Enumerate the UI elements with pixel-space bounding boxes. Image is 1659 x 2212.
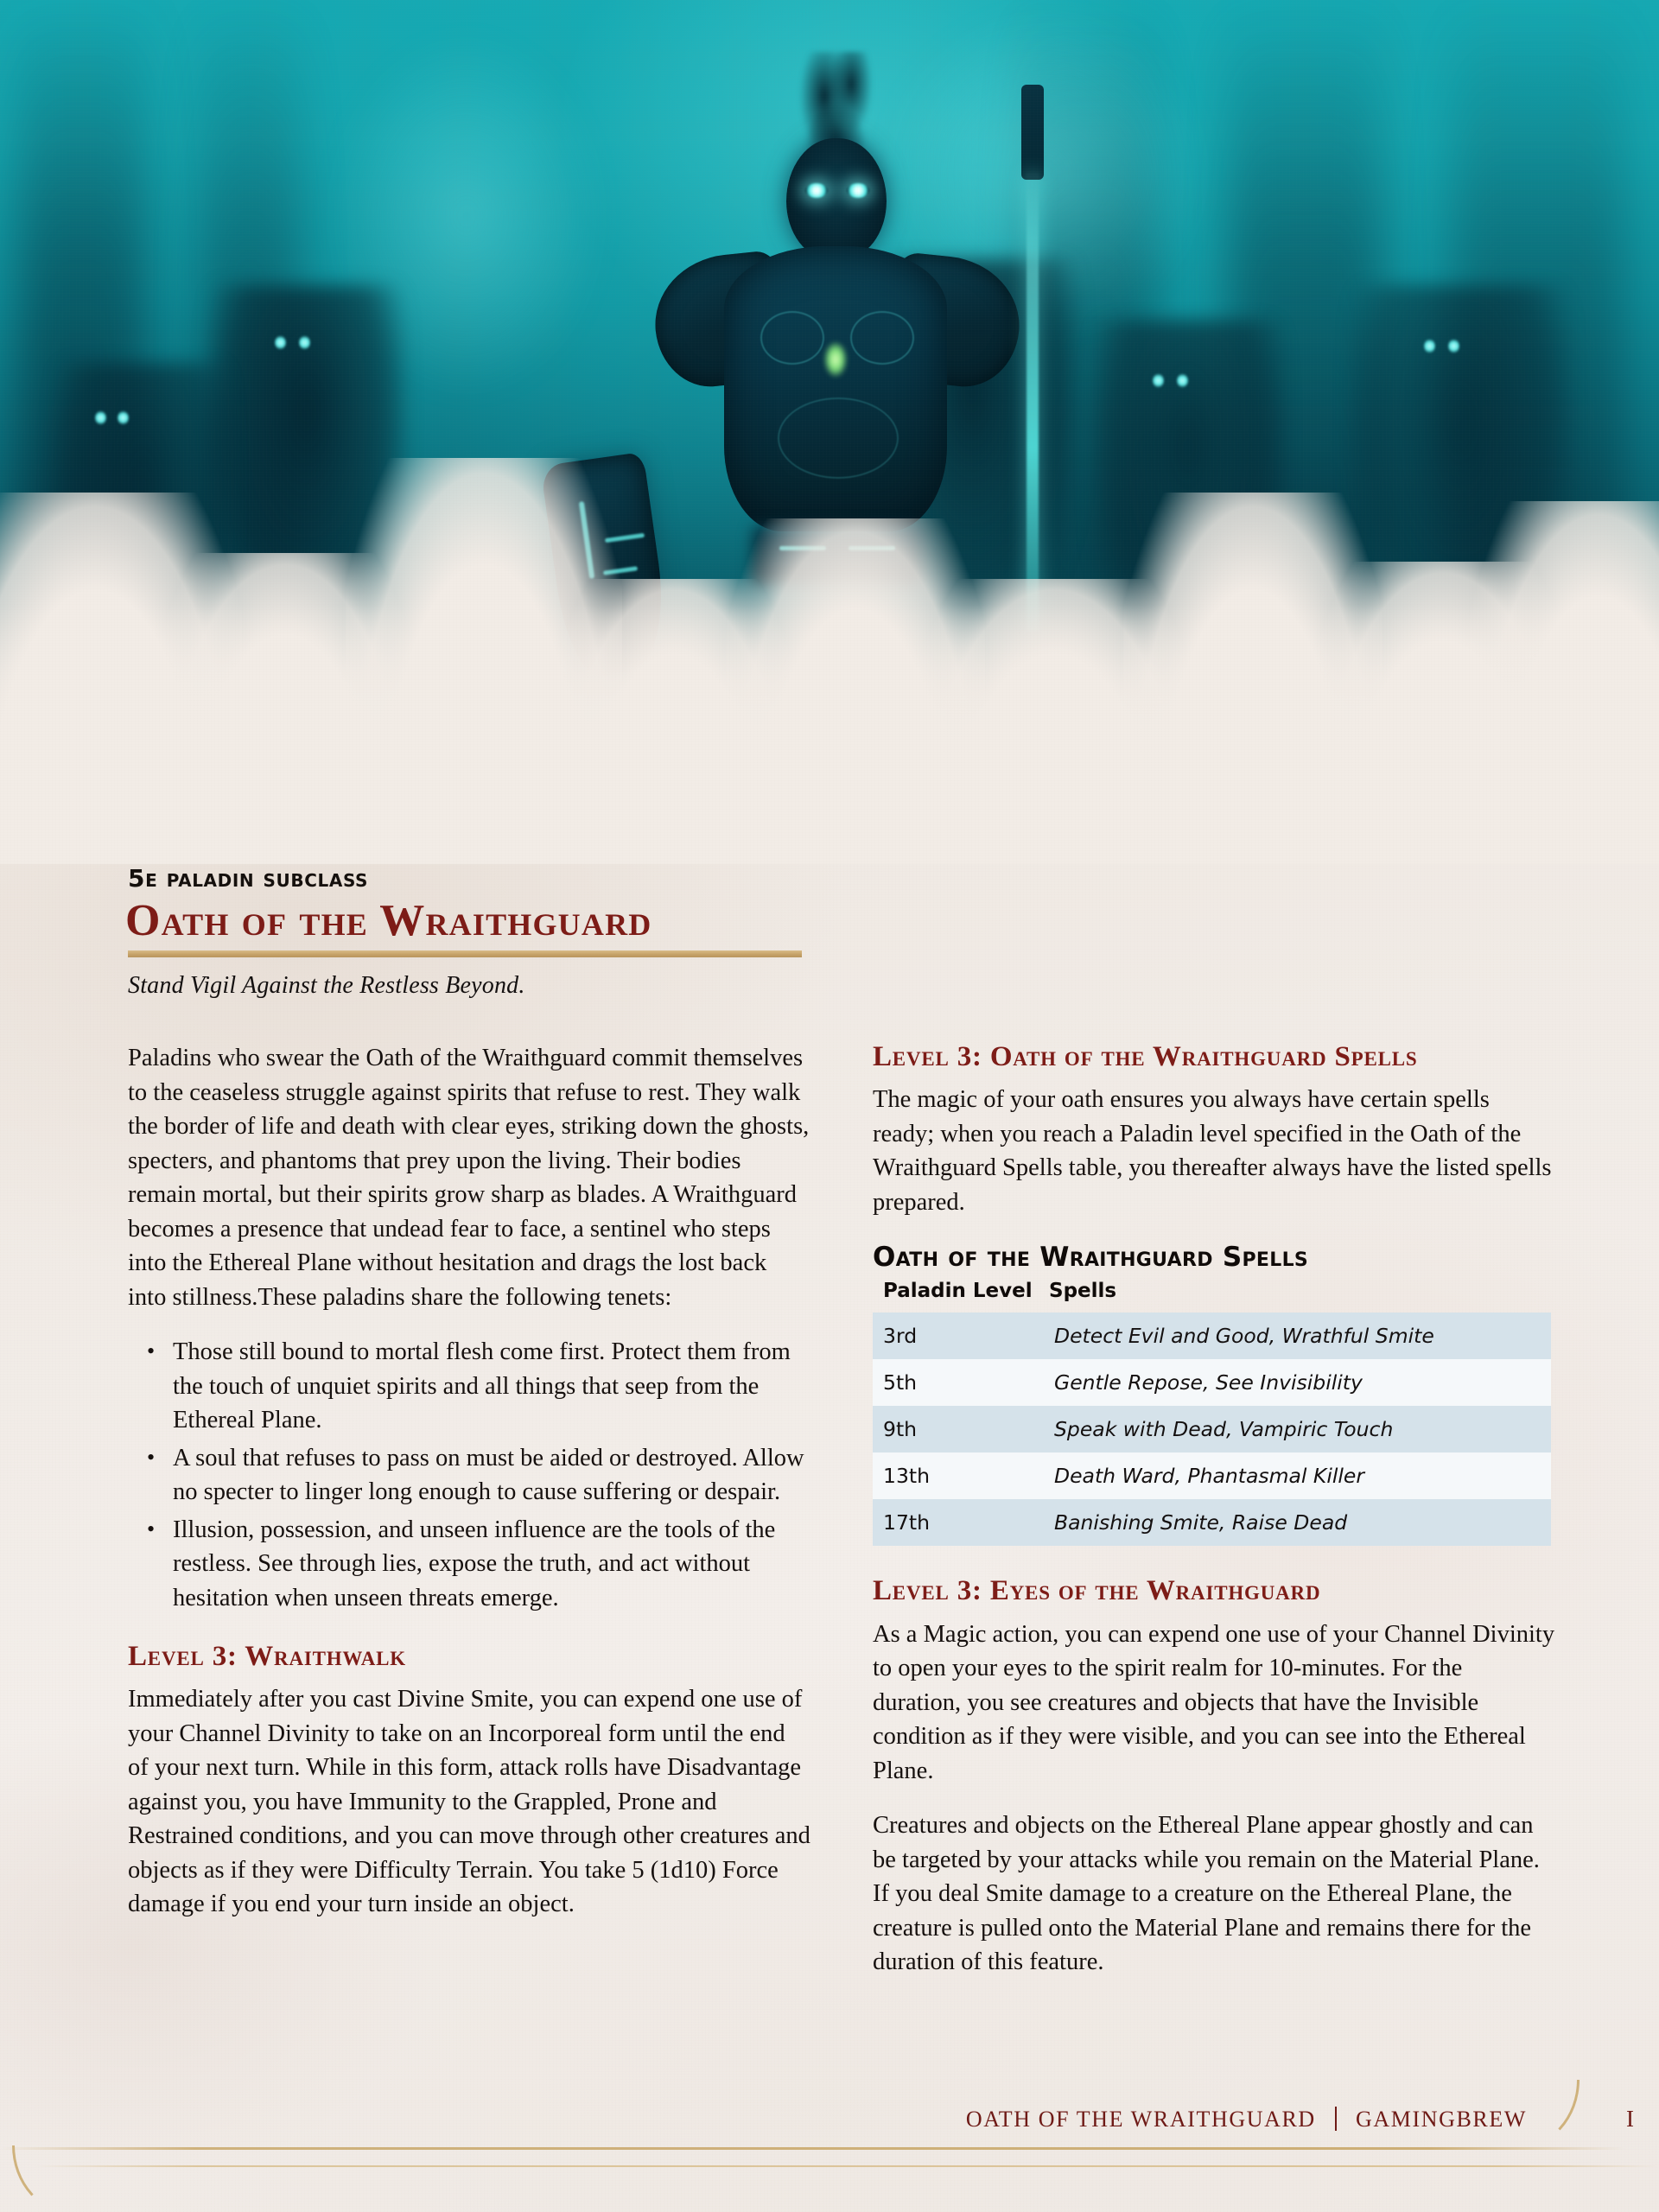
right-column bbox=[873, 1041, 1555, 2000]
page-title: Oath of the Wraithguard bbox=[125, 896, 652, 945]
cell-level: 17th bbox=[873, 1499, 1039, 1546]
cell-level: 9th bbox=[873, 1406, 1039, 1452]
eyes-section-body-2: Creatures and objects on the Ethereal Plane appear ghostly and can be targeted by your attacks while you remain on the Material Plane. If you deal Smite damage to a creature on the Ethereal Plane, the creature is pulled onto the Material Plane and remains there for the duration of this feature. bbox=[873, 1812, 1540, 1976]
table-row bbox=[873, 1499, 1551, 1546]
spells-section-heading: Level 3: Oath of the Wraithguard Spells bbox=[873, 1041, 1418, 1072]
footer-separator-icon bbox=[1335, 2107, 1337, 2131]
wraithwalk-heading: Level 3: Wraithwalk bbox=[128, 1641, 406, 1672]
list-item: • A soul that refuses to pass on must be aided or destroyed. Allow no specter to linger long enough to cause suffering or despair. bbox=[173, 1441, 810, 1510]
footer-publisher: GAMINGBREW bbox=[1356, 2107, 1527, 2132]
column-header-spells: Spells bbox=[1049, 1280, 1117, 1303]
cell-level: 13th bbox=[873, 1452, 1039, 1499]
table-row bbox=[873, 1406, 1551, 1452]
cell-spells: Gentle Repose, See Invisibility bbox=[1039, 1359, 1551, 1406]
table-row bbox=[873, 1313, 1551, 1359]
title-divider-rule bbox=[128, 950, 802, 957]
list-item: • Illusion, possession, and unseen influence are the tools of the restless. See through lies, expose the truth, and act without hesitation when unseen threats emerge. bbox=[173, 1513, 810, 1616]
cell-level: 3rd bbox=[873, 1313, 1039, 1359]
cell-spells: Detect Evil and Good, Wrathful Smite bbox=[1039, 1313, 1551, 1359]
cell-level: 5th bbox=[873, 1359, 1039, 1406]
eyes-section-body-1: As a Magic action, you can expend one use of your Channel Divinity to open your eyes to the spirit realm for 10-minutes. For the duration, you see creatures and objects that have the Invisible condition as if they were visible, and you can see into the Ethereal Plane. bbox=[873, 1620, 1555, 1784]
table-row bbox=[873, 1359, 1551, 1406]
page-number: I bbox=[1626, 2106, 1635, 2132]
footer-flourish-right bbox=[1516, 2080, 1580, 2150]
left-column bbox=[128, 1041, 810, 1942]
spells-table-title: Oath of the Wraithguard Spells bbox=[873, 1242, 1309, 1274]
footer-rule-bottom bbox=[35, 2165, 1659, 2167]
footer-flourish-left bbox=[12, 2145, 75, 2212]
cell-spells: Speak with Dead, Vampiric Touch bbox=[1039, 1406, 1551, 1452]
footer-rule-top bbox=[0, 2147, 1624, 2150]
intro-paragraph: Paladins who swear the Oath of the Wraithguard commit themselves to the ceaseless struggle against spirits that refuse to rest. They walk the border of life and death with clear eyes, striking down the ghosts, specters, and phantoms that prey upon the living. Their bodies remain mortal, but their spirits grow sharp as blades. A Wraithguard becomes a presence that undead fear to face, a sentinel who steps into the Ethereal Plane without hesitation and drags the lost back into stillness.These paladins share the following tenets: bbox=[128, 1045, 810, 1311]
table-header-row bbox=[873, 1278, 1551, 1313]
eyes-section-heading: Level 3: Eyes of the Wraithguard bbox=[873, 1575, 1321, 1607]
spells-section-body: The magic of your oath ensures you always have certain spells ready; when you reach a Paladin level specified in the Oath of the Wraithguard Spells table, you thereafter always have the listed spells prepared. bbox=[873, 1086, 1552, 1216]
page-footer bbox=[0, 2074, 1659, 2212]
page-tagline: Stand Vigil Against the Restless Beyond. bbox=[128, 972, 525, 999]
cell-spells: Death Ward, Phantasmal Killer bbox=[1039, 1452, 1551, 1499]
footer-attribution bbox=[966, 2107, 1527, 2133]
table-row bbox=[873, 1452, 1551, 1499]
tenets-list bbox=[128, 1335, 810, 1615]
spells-table bbox=[873, 1278, 1551, 1546]
footer-document-name: OATH OF THE WRAITHGUARD bbox=[965, 2107, 1316, 2132]
list-item: • Those still bound to mortal flesh come first. Protect them from the touch of unquiet spirits and all things that seep from the Ethereal Plane. bbox=[173, 1335, 810, 1438]
cell-spells: Banishing Smite, Raise Dead bbox=[1039, 1499, 1551, 1546]
wraithwalk-body: Immediately after you cast Divine Smite, you can expend one use of your Channel Divinity to take on an Incorporeal form until the end of your next turn. While in this form, attack rolls have Disadvantage against you, you have Immunity to the Grappled, Prone and Restrained conditions, and you can move through other creatures and objects as if they were Difficulty Terrain. You take 5 (1d10) Force damage if you end your turn inside an object. bbox=[128, 1686, 810, 1918]
subclass-eyebrow: 5e paladin subclass bbox=[128, 864, 369, 893]
column-header-paladin-level: Paladin Level bbox=[883, 1280, 1033, 1303]
